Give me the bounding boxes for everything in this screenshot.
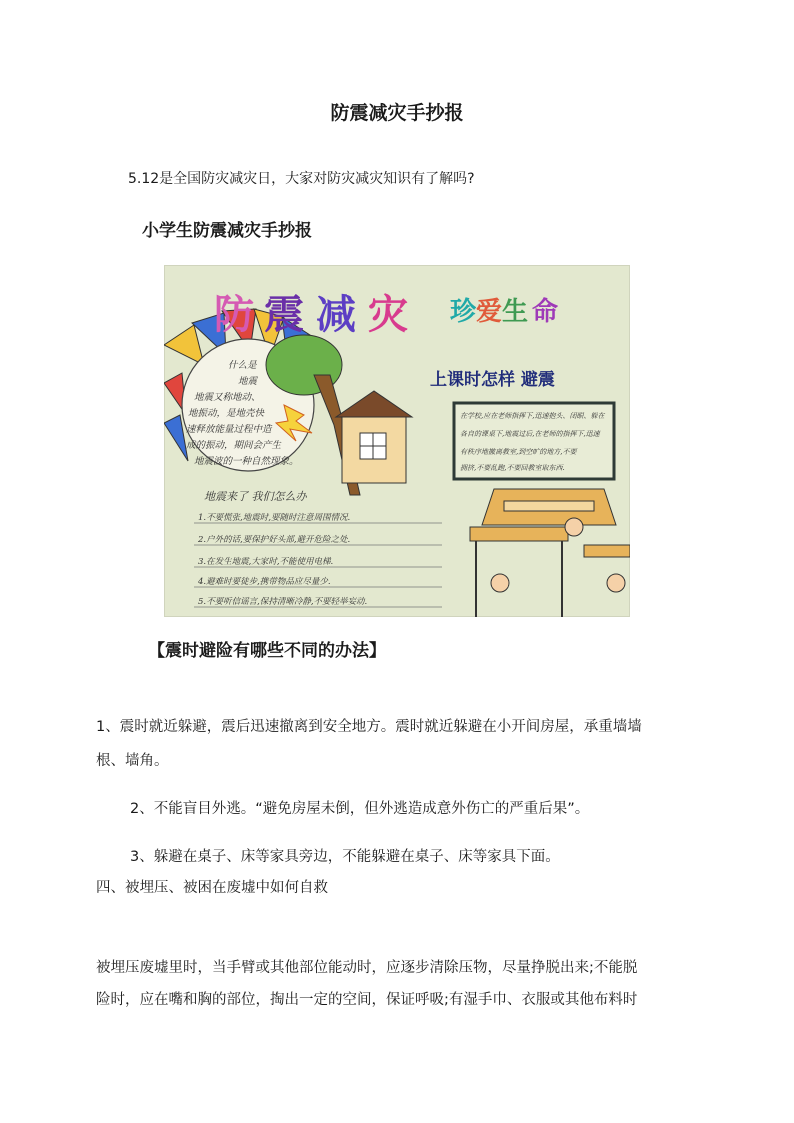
poster-title-char: 减 xyxy=(316,292,356,338)
poster-slogan-char: 命 xyxy=(532,297,559,327)
poster-rule: 5.不要听信谣言,保持清晰冷静,不要轻举妄动. xyxy=(198,597,368,607)
poster-slogan-char: 爱 xyxy=(476,297,503,327)
section-heading: 【震时避险有哪些不同的办法】 xyxy=(148,641,386,661)
poster-rule: 3.在发生地震,大家时,不能使用电梯. xyxy=(198,557,334,567)
section-4-heading: 四、被埋压、被困在废墟中如何自救 xyxy=(96,880,328,896)
circle-line: 速释放能量过程中造 xyxy=(186,424,272,435)
paragraph-1-line-1: 1、震时就近躲避，震后迅速撤离到安全地方。震时就近躲避在小开间房屋，承重墙墙 xyxy=(96,719,642,735)
intro-text: 5.12是全国防灾减灾日，大家对防灾减灾知识有了解吗? xyxy=(128,171,475,187)
poster-rule: 2.户外的话,要保护好头部,避开危险之处. xyxy=(198,535,351,545)
board-line: 拥挤,不要乱跑,不要回教室取东西. xyxy=(460,464,565,472)
circle-line: 地振动，是地壳快 xyxy=(188,408,265,419)
board-line: 各自的课桌下,地震过后,在老师的指挥下,迅速 xyxy=(460,430,600,438)
paragraph-5-line-1: 被埋压废墟里时，当手臂或其他部位能动时，应逐步清除压物，尽量挣脱出来;不能脱 xyxy=(96,960,638,976)
subheading: 小学生防震减灾手抄报 xyxy=(142,221,312,241)
page-title: 防震减灾手抄报 xyxy=(330,102,464,124)
poster-title-char: 防 xyxy=(214,292,254,338)
poster-slogan-char: 生 xyxy=(502,297,529,327)
poster-slogan-char: 珍 xyxy=(450,297,477,327)
poster-title-char: 灾 xyxy=(368,292,408,338)
poster-rule: 4.避难时要徒步,携带物品应尽量少. xyxy=(198,577,331,587)
paragraph-3: 3、躲避在桌子、床等家具旁边，不能躲避在桌子、床等家具下面。 xyxy=(130,849,560,865)
poster-what-to-do: 地震来了 我们怎么办 xyxy=(204,490,307,503)
paragraph-5-line-2: 险时，应在嘴和胸的部位，掏出一定的空间，保证呼吸;有湿手巾、衣服或其他布料时 xyxy=(96,992,638,1008)
circle-line: 地震波的一种自然现象。 xyxy=(194,456,299,467)
poster-image xyxy=(164,265,630,617)
circle-line: 什么是 xyxy=(228,360,257,371)
board-line: 在学校,应在老师指挥下,迅速抱头、闭眼、躲在 xyxy=(460,412,605,420)
poster-title-char: 震 xyxy=(264,292,304,338)
circle-line: 地震 xyxy=(238,376,258,387)
paragraph-2: 2、不能盲目外逃。“避免房屋未倒，但外逃造成意外伤亡的严重后果”。 xyxy=(130,801,590,817)
board-line: 有秩序地撤离教室,到空旷的地方,不要 xyxy=(460,448,577,456)
classroom-desks xyxy=(470,489,630,617)
poster-rule: 1.不要慌张,地震时,要随时注意周围情况. xyxy=(198,513,351,523)
circle-line: 成的振动，期间会产生 xyxy=(186,440,282,451)
circle-line: 地震又称地动、 xyxy=(194,392,261,403)
house-icon xyxy=(336,391,412,483)
paragraph-1-line-2: 根、墙角。 xyxy=(96,753,169,769)
poster-lesson-title: 上课时怎样 避震 xyxy=(430,370,555,390)
